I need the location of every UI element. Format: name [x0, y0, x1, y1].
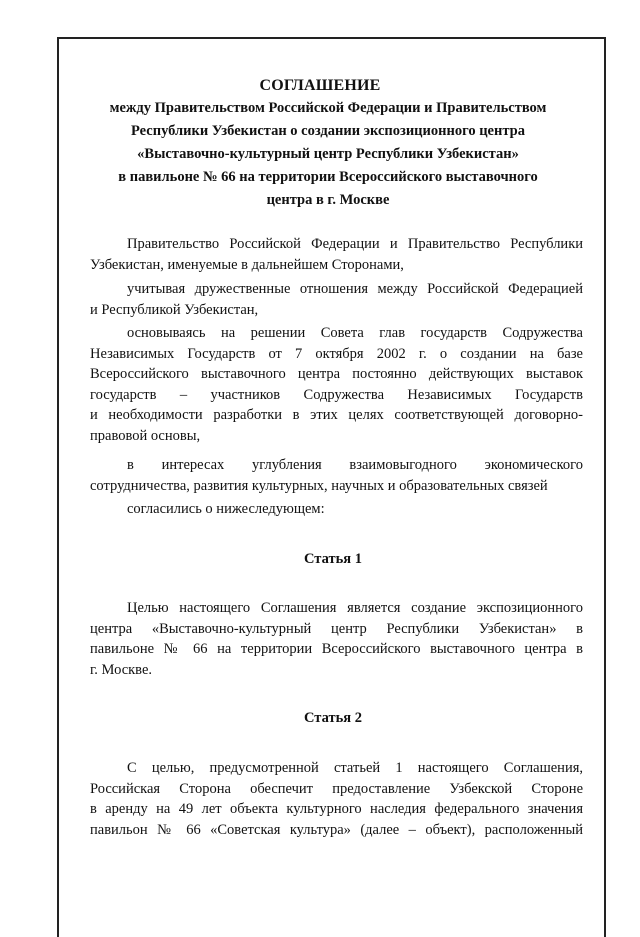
text-line: павильон № 66 «Советская культура» (далее – объект), расположенный	[90, 821, 583, 838]
text-line: Правительство Российской Федерации и Правительство Республики	[127, 236, 583, 252]
text-line: С целью, предусмотренной статьей 1 настоящего Соглашения,	[127, 760, 583, 776]
preamble-paragraph	[90, 234, 583, 275]
text-line: и необходимости разработки в этих целях соответствующей договорно-	[90, 407, 583, 423]
text-line: г. Москве.	[90, 661, 153, 678]
document-subtitle	[90, 97, 566, 212]
preamble-paragraph	[90, 323, 583, 446]
article-heading: Статья 1	[304, 551, 362, 567]
text-line: правовой основы,	[90, 427, 201, 444]
subtitle-line: центра в г. Москве	[266, 192, 390, 208]
text-line: учитывая дружественные отношения между Российской Федерацией	[127, 281, 583, 297]
preamble-paragraph	[90, 455, 583, 496]
article-heading: Статья 2	[304, 710, 362, 726]
text-line: в аренду на 49 лет объекта культурного наследия федерального значения	[90, 801, 583, 817]
text-line: Всероссийского выставочного центра постоянно действующих выставок	[90, 366, 583, 382]
subtitle-line: между Правительством Российской Федерации и Правительством	[109, 100, 547, 116]
text-line: в интересах углубления взаимовыгодного экономического	[127, 457, 583, 473]
text-line: сотрудничества, развития культурных, научных и образовательных связей	[90, 477, 548, 494]
article-paragraph	[90, 758, 583, 840]
text-line: Российская Сторона обеспечит предоставление Узбекской Стороне	[90, 780, 583, 797]
text-line: и Республикой Узбекистан,	[90, 301, 259, 318]
subtitle-line: Республики Узбекистан о создании экспозиционного центра	[131, 123, 525, 139]
preamble-paragraph	[90, 499, 583, 520]
document-title: СОГЛАШЕНИЕ	[259, 77, 381, 94]
text-line: Независимых Государств от 7 октября 2002 г. о создании на базе	[90, 345, 583, 362]
preamble-paragraph	[90, 279, 583, 320]
text-line: павильоне № 66 на территории Всероссийского выставочного центра в	[90, 641, 583, 657]
text-line: государств – участников Содружества Независимых Государств	[90, 386, 583, 403]
subtitle-line: «Выставочно-культурный центр Республики Узбекистан»	[137, 146, 519, 162]
text-line: Узбекистан, именуемые в дальнейшем Сторонами,	[90, 256, 404, 273]
subtitle-line: в павильоне № 66 на территории Всероссийского выставочного	[118, 169, 538, 185]
text-line: Целью настоящего Соглашения является создание экспозиционного	[127, 600, 583, 616]
text-line: центра «Выставочно-культурный центр Республики Узбекистан» в	[90, 620, 583, 637]
text-line: основываясь на решении Совета глав государств Содружества	[127, 325, 583, 341]
article-paragraph	[90, 598, 583, 680]
text-line: согласились о нижеследующем:	[127, 501, 325, 517]
